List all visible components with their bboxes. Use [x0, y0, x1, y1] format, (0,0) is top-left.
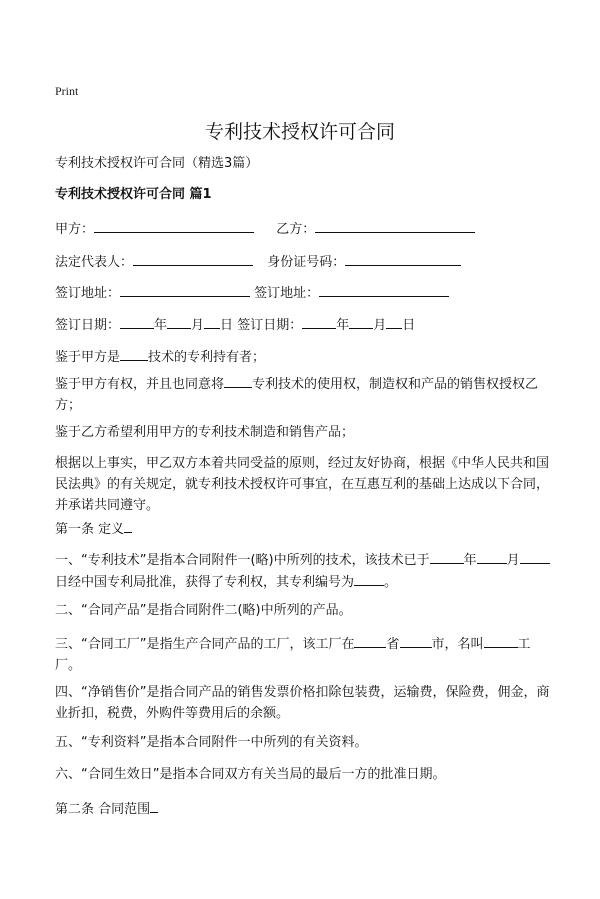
month-label: 月	[191, 318, 205, 333]
blank	[354, 633, 386, 648]
blank	[302, 314, 336, 329]
document-title: 专利技术授权许可合同	[204, 121, 395, 143]
sign-place-b-label: 签订地址：	[254, 286, 320, 301]
clause-5: 五、“专利资料”是指本合同附件一中所列的有关资料。	[55, 735, 368, 750]
recital-2-a: 鉴于甲方有权，并且也同意将	[55, 377, 225, 392]
blank	[386, 314, 402, 329]
recital-1-a: 鉴于甲方是	[55, 350, 121, 365]
blank	[520, 549, 550, 564]
party-a-blank	[94, 218, 254, 233]
article-1-heading	[55, 518, 132, 540]
clause-1	[55, 549, 555, 593]
year-label: 年	[336, 318, 350, 333]
party-row	[55, 218, 475, 240]
clause-1-a: 一、“专利技术”是指本合同附件一(略)中所列的技术，该技术已于	[55, 553, 430, 568]
sign-date-b-label: 签订日期：	[237, 318, 303, 333]
recital-1	[55, 346, 265, 368]
recital-2	[55, 373, 555, 416]
blank	[430, 549, 464, 564]
blank	[120, 346, 148, 361]
print-label[interactable]: Print	[55, 84, 79, 98]
recital-1-b: 技术的专利持有者；	[148, 350, 266, 365]
blank	[204, 314, 220, 329]
recital-4: 根据以上事实，甲乙双方本着共同受益的原则，经过友好协商，根据《中华人民共和国民法典》的有关规定，就专利技术授权许可事宜，在互惠互利的基础上达成以下合同，并承诺共同遵守。	[55, 456, 550, 513]
id-number-label: 身份证号码：	[267, 255, 346, 270]
clause-3	[55, 633, 555, 676]
day-label: 日	[402, 318, 416, 333]
clause-3-d: 工厂。	[55, 637, 531, 673]
recital-3: 鉴于乙方希望利用甲方的专利技术制造和销售产品；	[55, 425, 355, 440]
blank	[167, 314, 191, 329]
party-b-blank	[315, 218, 475, 233]
clause-1-month: 月	[506, 553, 520, 568]
blank	[354, 571, 384, 586]
clause-2: 二、“合同产品”是指合同附件二(略)中所列的产品。	[55, 603, 352, 618]
sign-place-a-label: 签订地址：	[55, 286, 121, 301]
clause-1-d: 日经中国专利局批准，获得了专利权，其专利编号为	[55, 575, 355, 590]
legal-rep-label: 法定代表人：	[55, 255, 134, 270]
id-number-blank	[345, 251, 461, 266]
clause-1-e: 。	[384, 575, 398, 590]
clause-3-a: 三、“合同工厂”是指生产合同产品的工厂，该工厂在	[55, 637, 355, 652]
clause-3-province: 省	[386, 637, 400, 652]
party-b-label: 乙方：	[276, 222, 316, 237]
blank	[477, 549, 507, 564]
blank	[224, 373, 252, 388]
year-label: 年	[154, 318, 168, 333]
article-2-title: 第二条 合同范围	[55, 802, 151, 817]
sign-place-row	[55, 282, 449, 304]
article-2-heading	[55, 798, 158, 820]
blank	[150, 798, 158, 813]
blank	[120, 314, 154, 329]
sign-place-b-blank	[319, 282, 449, 297]
recital-2-b: 专利技术的使用权，制造权和产品的销售权授权乙方；	[55, 377, 539, 413]
section-heading: 专利技术授权许可合同 篇1	[55, 187, 212, 202]
month-label: 月	[373, 318, 387, 333]
sign-place-a-blank	[120, 282, 250, 297]
clause-3-city: 市，名叫	[431, 637, 484, 652]
party-a-label: 甲方：	[55, 222, 95, 237]
clause-4: 四、“净销售价”是指合同产品的销售发票价格扣除包装费，运输费，保险费，佣金，商业折扣，税费，外购件等费用后的余额。	[55, 685, 550, 721]
clause-1-year: 年	[463, 553, 477, 568]
blank	[400, 633, 432, 648]
blank	[124, 518, 132, 533]
blank	[349, 314, 373, 329]
clause-6: 六、“合同生效日”是指本合同双方有关当局的最后一方的批准日期。	[55, 767, 446, 782]
legal-rep-row	[55, 251, 461, 273]
document-subtitle: 专利技术授权许可合同（精选3篇）	[55, 156, 259, 171]
blank	[484, 633, 518, 648]
legal-rep-blank	[133, 251, 253, 266]
day-label: 日	[220, 318, 234, 333]
sign-date-row	[55, 314, 415, 336]
article-1-title: 第一条 定义	[55, 522, 125, 537]
sign-date-a-label: 签订日期：	[55, 318, 121, 333]
